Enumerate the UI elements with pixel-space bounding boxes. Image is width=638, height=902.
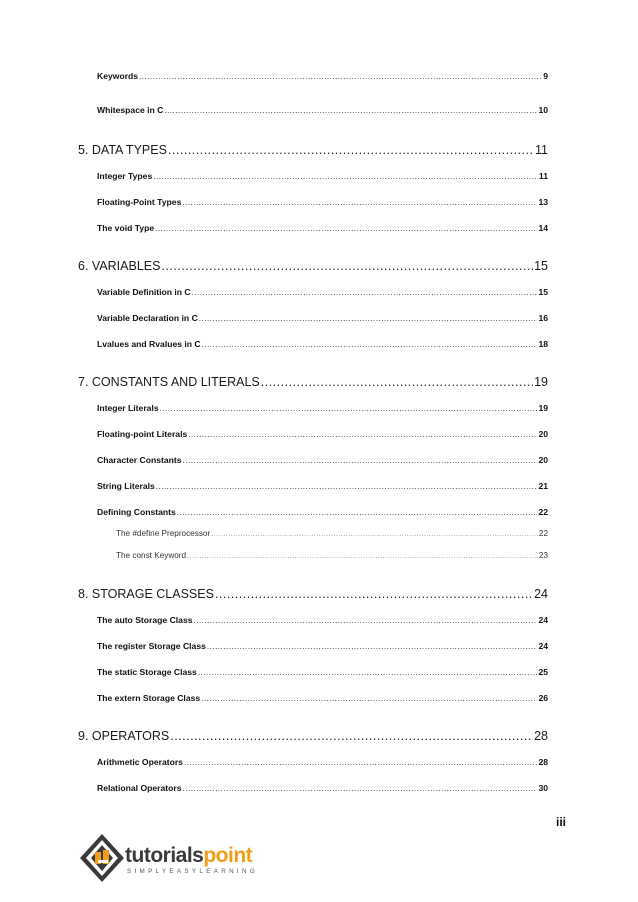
toc-leader-dots <box>170 726 533 746</box>
toc-chapter-entry[interactable] <box>78 726 548 746</box>
toc-entry-label: Variable Definition in C <box>97 287 191 297</box>
toc-chapter-entry[interactable] <box>78 140 548 160</box>
logo-wordmark-part2: point <box>203 844 253 867</box>
toc-entry-page: 18 <box>538 339 548 349</box>
toc-entry-label: Floating-point Literals <box>97 429 188 439</box>
toc-entry-label: The auto Storage Class <box>97 615 193 625</box>
toc-leader-dots <box>194 615 538 627</box>
toc-entry-page: 14 <box>538 223 548 233</box>
toc-section-entry[interactable] <box>78 428 548 441</box>
toc-entry-label: Keywords <box>97 71 139 81</box>
toc-entry-page: 16 <box>538 313 548 323</box>
toc-section-entry[interactable] <box>78 666 548 679</box>
toc-leader-dots <box>160 403 538 415</box>
toc-entry-label: Floating-Point Types <box>97 197 182 207</box>
toc-leader-dots <box>188 429 537 441</box>
toc-entry-label: Relational Operators <box>97 783 182 793</box>
toc-entry-page: 15 <box>534 259 548 273</box>
toc-entry-page: 25 <box>538 667 548 677</box>
toc-leader-dots <box>153 171 538 183</box>
toc-entry-label: 7. CONSTANTS AND LITERALS <box>78 375 260 389</box>
toc-leader-dots <box>156 481 538 493</box>
toc-entry-page: 11 <box>535 143 548 157</box>
toc-entry-label: String Literals <box>97 481 155 491</box>
toc-entry-page: 24 <box>534 587 548 601</box>
toc-entry-page: 22 <box>538 529 548 538</box>
toc-entry-page: 20 <box>538 429 548 439</box>
toc-section-entry[interactable] <box>78 756 548 769</box>
toc-entry-page: 20 <box>538 455 548 465</box>
toc-entry-page: 26 <box>538 693 548 703</box>
toc-entry-page: 24 <box>538 615 548 625</box>
toc-leader-dots <box>201 693 537 705</box>
toc-entry-page: 19 <box>534 375 548 389</box>
toc-section-entry[interactable] <box>78 480 548 493</box>
toc-entry-label: 6. VARIABLES <box>78 259 161 273</box>
toc-entry-label: 8. STORAGE CLASSES <box>78 587 214 601</box>
toc-entry-page: 24 <box>538 641 548 651</box>
toc-subsection-entry[interactable] <box>78 528 548 541</box>
toc-entry-label: The #define Preprocessor <box>116 529 211 538</box>
toc-section-entry[interactable] <box>78 170 548 183</box>
toc-leader-dots <box>183 783 538 795</box>
toc-entry-page: 21 <box>538 481 548 491</box>
toc-entry-label: Integer Literals <box>97 403 159 413</box>
toc-leader-dots <box>177 507 538 519</box>
page-number: iii <box>555 815 566 829</box>
toc-entry-page: 10 <box>538 105 548 115</box>
toc-entry-page: 22 <box>538 507 548 517</box>
toc-section-entry[interactable] <box>78 222 548 235</box>
toc-entry-page: 15 <box>538 287 548 297</box>
toc-subsection-entry[interactable] <box>78 550 548 563</box>
tutorialspoint-logo <box>78 830 258 890</box>
toc-entry-page: 19 <box>538 403 548 413</box>
toc-section-entry[interactable] <box>78 286 548 299</box>
toc-section-entry[interactable] <box>78 70 548 83</box>
toc-chapter-entry[interactable] <box>78 256 548 276</box>
toc-entry-label: Arithmetic Operators <box>97 757 183 767</box>
toc-leader-dots <box>207 641 538 653</box>
toc-entry-label: The void Type <box>97 223 155 233</box>
toc-entry-label: The register Storage Class <box>97 641 206 651</box>
toc-entry-label: 9. OPERATORS <box>78 729 170 743</box>
toc-entry-label: The extern Storage Class <box>97 693 201 703</box>
toc-leader-dots <box>198 667 538 679</box>
toc-entry-label: Defining Constants <box>97 507 176 517</box>
toc-leader-dots <box>182 197 537 209</box>
toc-section-entry[interactable] <box>78 312 548 325</box>
toc-entry-label: Variable Declaration in C <box>97 313 198 323</box>
toc-leader-dots <box>184 757 537 769</box>
toc-leader-dots <box>168 140 534 160</box>
toc-leader-dots <box>161 256 533 276</box>
toc-leader-dots <box>261 372 533 392</box>
toc-entry-page: 13 <box>538 197 548 207</box>
toc-entry-page: 28 <box>534 729 548 743</box>
toc-entry-label: Whitespace in C <box>97 105 164 115</box>
toc-leader-dots <box>164 105 537 117</box>
toc-section-entry[interactable] <box>78 338 548 351</box>
toc-leader-dots <box>183 455 538 467</box>
toc-entry-page: 9 <box>543 71 548 81</box>
logo-wordmark-part1: tutorials <box>125 844 204 867</box>
toc-chapter-entry[interactable] <box>78 372 548 392</box>
toc-leader-dots <box>199 313 538 325</box>
toc-leader-dots <box>202 339 538 351</box>
toc-entry-label: Integer Types <box>97 171 153 181</box>
toc-section-entry[interactable] <box>78 506 548 519</box>
logo-wordmark <box>125 845 252 867</box>
toc-section-entry[interactable] <box>78 454 548 467</box>
toc-section-entry[interactable] <box>78 402 548 415</box>
toc-entry-page: 28 <box>538 757 548 767</box>
toc-leader-dots <box>139 71 542 83</box>
logo-diamond-icon <box>78 830 128 890</box>
toc-entry-page: 30 <box>538 783 548 793</box>
toc-entry-label: Lvalues and Rvalues in C <box>97 339 201 349</box>
toc-leader-dots <box>155 223 537 235</box>
toc-leader-dots <box>192 287 538 299</box>
toc-entry-label: Character Constants <box>97 455 182 465</box>
toc-chapter-entry[interactable] <box>78 584 548 604</box>
toc-leader-dots <box>211 529 538 541</box>
toc-section-entry[interactable] <box>78 196 548 209</box>
toc-leader-dots <box>187 551 538 563</box>
toc-entry-page: 23 <box>538 551 548 560</box>
logo-tagline: SIMPLYEASYLEARNING <box>127 868 259 875</box>
toc-section-entry[interactable] <box>78 104 548 117</box>
toc-entry-label: The static Storage Class <box>97 667 197 677</box>
toc-section-entry[interactable] <box>78 640 548 653</box>
toc-entry-page: 11 <box>538 171 548 181</box>
toc-section-entry[interactable] <box>78 692 548 705</box>
toc-entry-label: 5. DATA TYPES <box>78 143 167 157</box>
toc-entry-label: The const Keyword <box>116 551 187 560</box>
toc-leader-dots <box>215 584 533 604</box>
toc-section-entry[interactable] <box>78 614 548 627</box>
toc-section-entry[interactable] <box>78 782 548 795</box>
